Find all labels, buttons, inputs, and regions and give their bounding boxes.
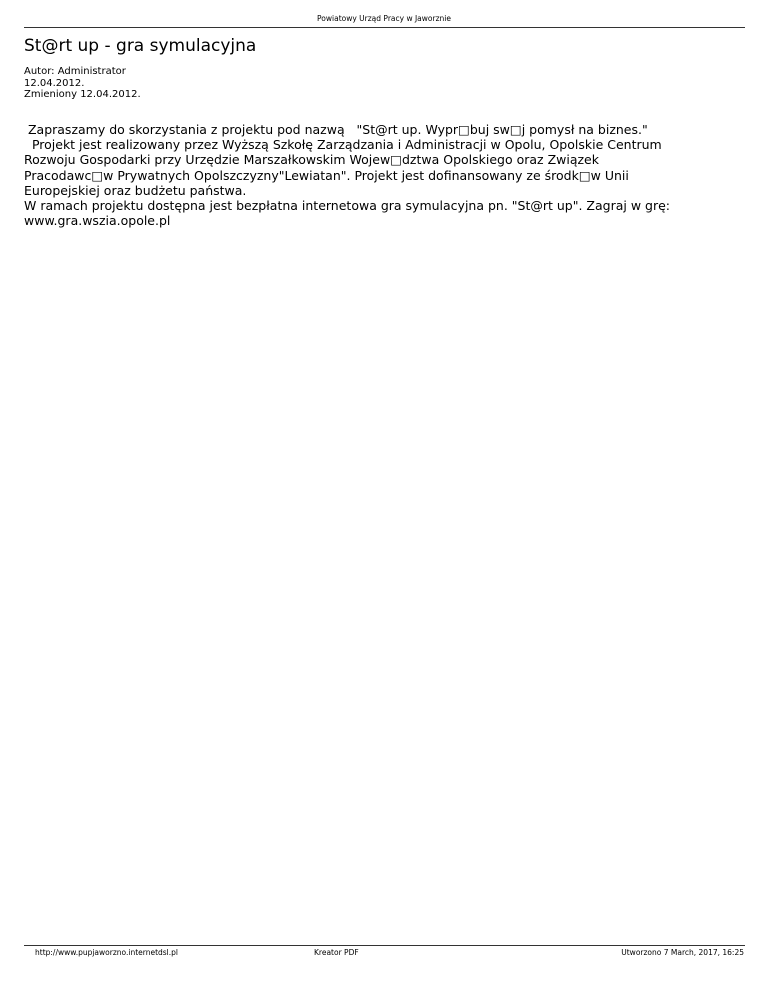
body-line: Europejskiej oraz budżetu państwa. bbox=[24, 182, 247, 198]
footer-created: Utworzono 7 March, 2017, 16:25 bbox=[621, 948, 744, 957]
body-line: Pracodawc□w Prywatnych Opolszczyzny"Lewiatan". Projekt jest dofinansowany ze środk□w Unii bbox=[24, 167, 629, 183]
article-meta bbox=[24, 66, 141, 101]
publish-date: 12.04.2012. bbox=[24, 77, 85, 89]
body-line: Zapraszamy do skorzystania z projektu pod nazwą "St@rt up. Wypr□buj sw□j pomysł na biznes." bbox=[24, 122, 648, 137]
body-line: W ramach projektu dostępna jest bezpłatna internetowa gra symulacyjna pn. "St@rt up". Zagraj w grę: bbox=[24, 198, 671, 214]
modified-line: Zmieniony 12.04.2012. bbox=[24, 89, 141, 100]
article-body bbox=[24, 122, 724, 228]
footer-url: http://www.pupjaworzno.internetdsl.pl bbox=[35, 948, 178, 957]
site-header: Powiatowy Urząd Pracy w Jaworznie bbox=[317, 14, 451, 23]
footer-creator: Kreator PDF bbox=[314, 948, 359, 957]
body-line-link: www.gra.wszia.opole.pl bbox=[24, 213, 171, 229]
footer-divider bbox=[24, 945, 745, 946]
page-title: St@rt up - gra symulacyjna bbox=[24, 36, 257, 56]
body-line: Rozwoju Gospodarki przy Urzędzie Marszałkowskim Wojew□dztwa Opolskiego oraz Związek bbox=[24, 152, 599, 168]
author-line: Autor: Administrator bbox=[24, 66, 126, 77]
header-divider bbox=[24, 27, 745, 28]
body-line: Projekt jest realizowany przez Wyższą Szkołę Zarządzania i Administracji w Opolu, Opolskie Centrum bbox=[24, 137, 662, 153]
